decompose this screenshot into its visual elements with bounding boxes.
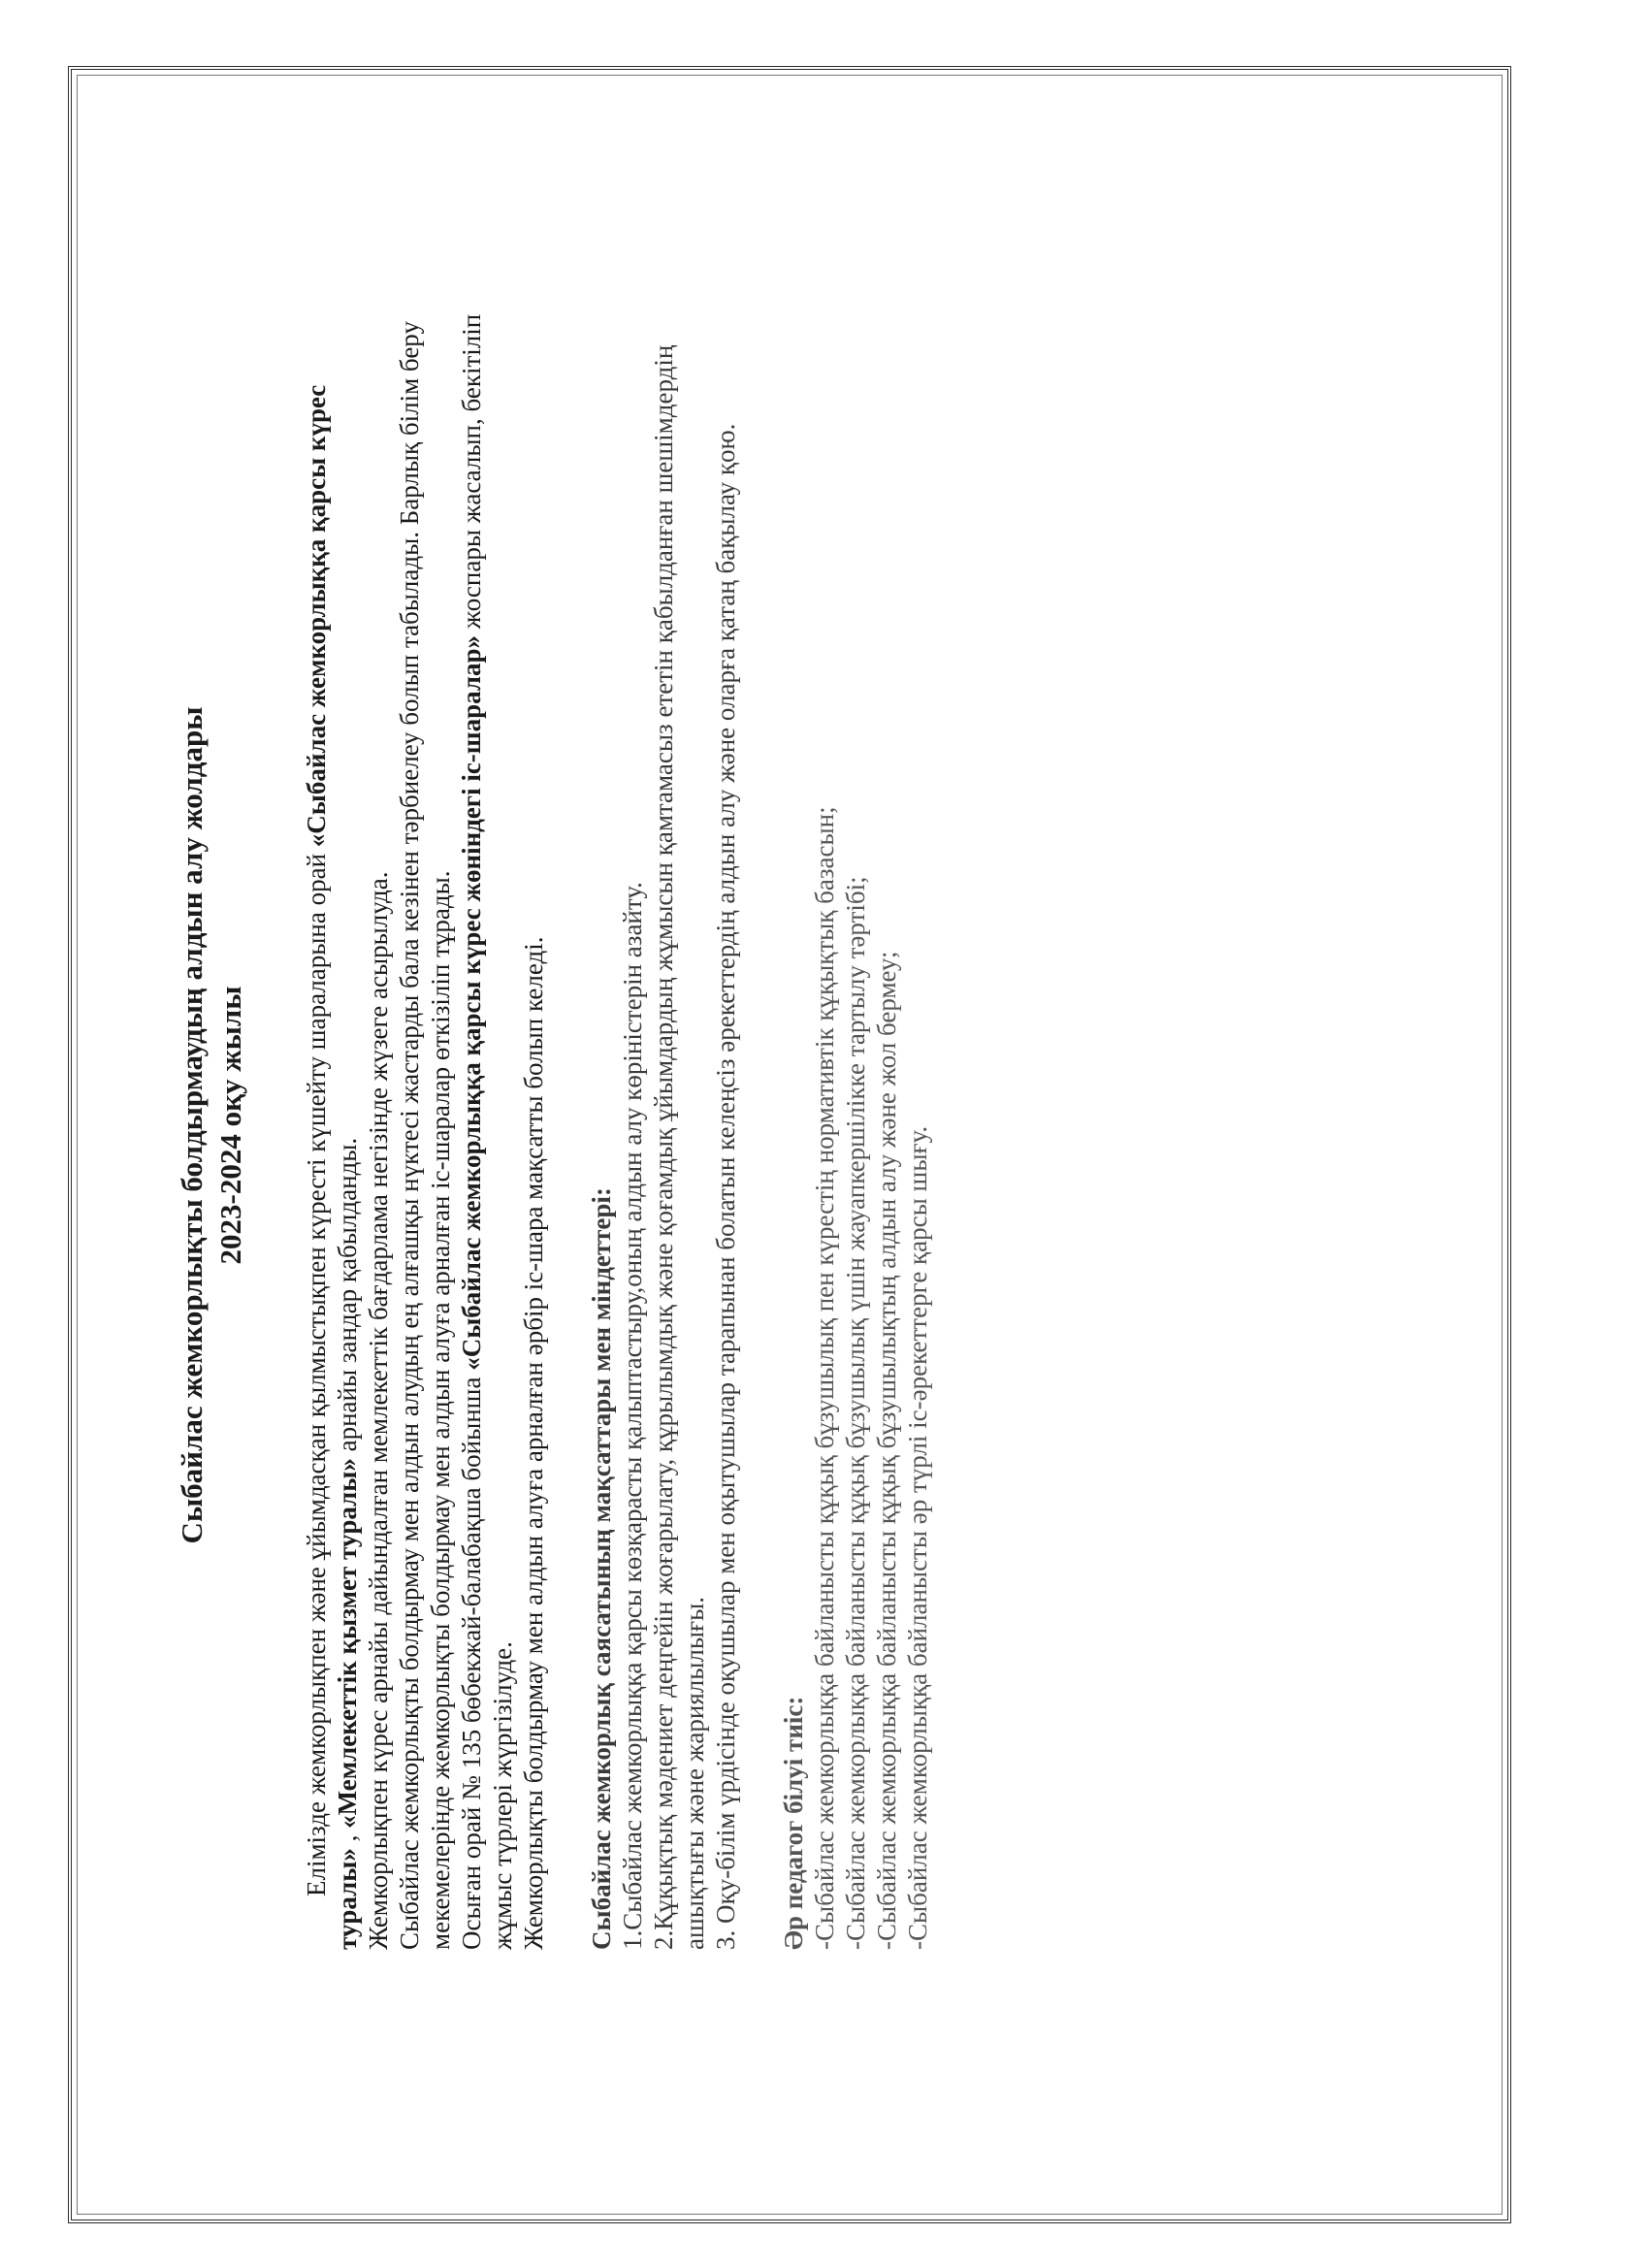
policy-item: 2.Құқықтық мәдениет деңгейін жоғарылату, құрылымдық және қоғамдық ұйымдардың жұмысын қамтамасыз ететін қабылданған шешімдердің ашықтығы және жариялылығы. xyxy=(649,344,709,1950)
law-civil-service-name: «Мемлекеттік қызмет туралы» xyxy=(333,1458,362,1829)
plan-name: «Сыбайлас жемкорлыққа қарсы күрес жөніндегі іс-шаралар» xyxy=(457,634,486,1371)
law-anticorruption-name: «Сыбайлас жемкорлыққа қарсы күрес туралы» xyxy=(302,384,362,1950)
knowledge-item: -Сыбайлас жемкорлыққа байланысты құқық бұзушылық пен күрестің нормативтік құқықтық базасын; xyxy=(810,806,839,1950)
intro-paragraph-3: Сыбайлас жемкорлықты болдырмау мен алдын алудың ең алғашқы нүктесі жастарды бала кезінен тәрбиелеу болып табылады. Барлық білім беру мекемелерінде жемкорлықты болдырмау мен алдын алуға арналған іс-шаралар өткізіліп тұрады. xyxy=(395,321,455,1950)
knowledge-item: -Сыбайлас жемкорлыққа байланысты әр түрлі іс-әрекеттерге қарсы шығу. xyxy=(903,1125,932,1950)
knowledge-heading: Әр педагог білуі тиіс: xyxy=(779,1696,808,1950)
intro-paragraph-1 xyxy=(301,301,363,1950)
policy-heading: Сыбайлас жемкорлық саясатының мақсаттары мен міндеттері: xyxy=(587,1187,616,1950)
policy-item: 1.Сыбайлас жемкорлыққа қарсы көзқарасты қалыптастыру,оның алдын алу көріністерін азайту. xyxy=(618,882,647,1950)
intro-p4-text-a: Осыған орай № 135 бөбекжай-балабақша бойынша xyxy=(457,1370,486,1950)
intro-paragraph-5: Жемкорлықты болдырмау мен алдын алуға арналған әрбір іс-шара мақсатты болып келеді. xyxy=(519,936,548,1950)
knowledge-list xyxy=(809,301,933,1950)
intro-p1-text-d: арнайы зандар қабылданды. xyxy=(333,1137,362,1459)
document-subtitle: 2023-2024 оқу жылы xyxy=(213,986,247,1265)
intro-p1-text-c: , xyxy=(333,1828,362,1849)
intro-p1-text-a: Елімізде жемкорлықпен және ұйымдасқан қылмыстықпен күресті күшейту шараларына орай xyxy=(302,847,331,1896)
policy-item: 3. Оқу-білім үрдісінде оқушылар мен оқытушылар тарапынан болатын келеңсіз әрекеттердің алдын алу және оларға қатаң бақылау қою. xyxy=(711,423,740,1950)
knowledge-item: -Сыбайлас жемкорлыққа байланысты құқық бұзушылықтың алдын алу және жол бермеу; xyxy=(872,951,901,1950)
intro-paragraph-4 xyxy=(456,301,518,1950)
knowledge-item: -Сыбайлас жемкорлыққа байланысты құқық бұзушылық үшін жауапкершілікке тартылу тәртібі; xyxy=(841,876,870,1950)
intro-paragraph-2: Жемкорлықпен күрес арнайы дайындалған мемлекеттік бағдарлама негізінде жүзеге асырылуда. xyxy=(364,871,393,1950)
document-title: Сыбайлас жемкорлықты болдырмаудың алдын алу жолдары xyxy=(175,706,209,1544)
rotated-document xyxy=(114,116,1472,2134)
intro-p4-text-c: жоспары жасалып, бекітіліп жұмыс түрлері жүргізілуде. xyxy=(457,313,517,1950)
intro-section xyxy=(301,116,549,2134)
policy-list xyxy=(617,301,741,1950)
